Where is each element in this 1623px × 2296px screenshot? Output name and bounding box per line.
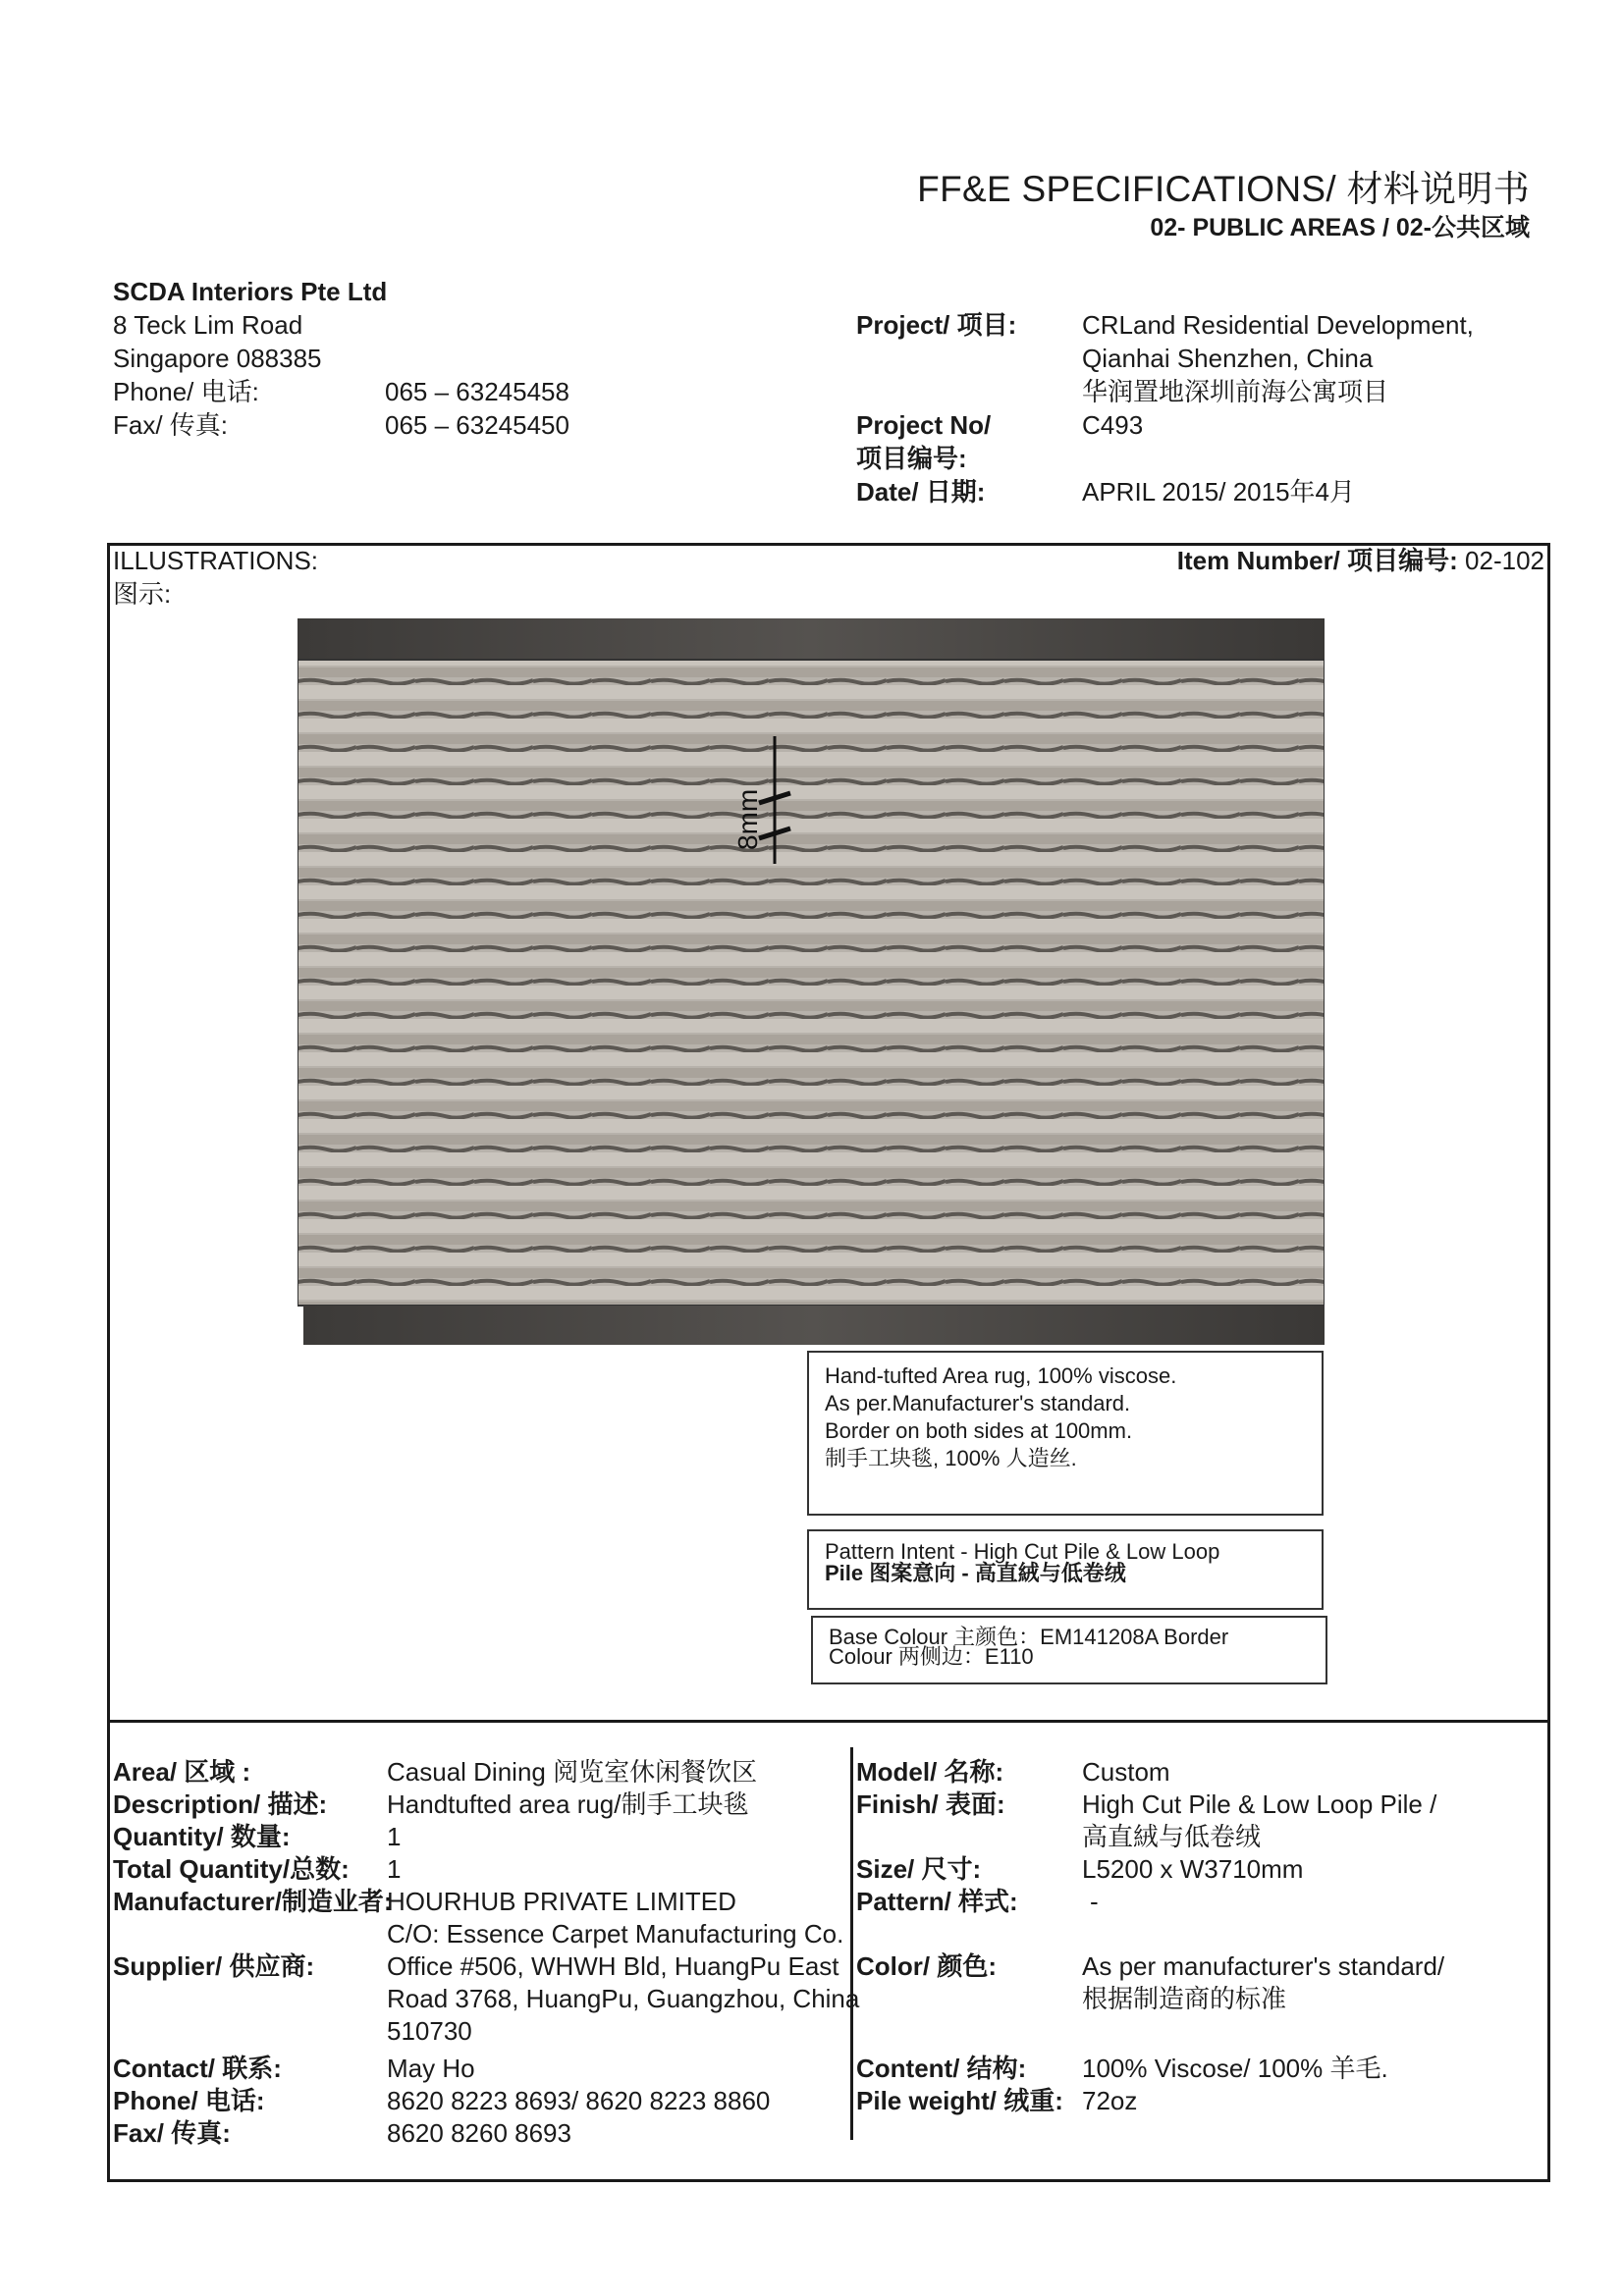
model-value: Custom: [1082, 1757, 1170, 1787]
size-value: L5200 x W3710mm: [1082, 1854, 1304, 1884]
color-value-2: 根据制造商的标准: [1082, 1984, 1287, 2013]
note-line: Hand-tufted Area rug, 100% viscose.: [825, 1363, 1177, 1388]
illustrations-label: ILLUSTRATIONS:: [113, 546, 319, 575]
rug-illustration: [298, 618, 1325, 1345]
company-address-1: 8 Teck Lim Road: [113, 310, 303, 340]
supplier-phone-value: 8620 8223 8693/ 8620 8223 8860: [387, 2086, 771, 2115]
illustrations-label-cn: 图示:: [113, 579, 172, 609]
company-fax: 065 – 63245450: [385, 410, 569, 440]
project-line-3: 华润置地深圳前海公寓项目: [1082, 377, 1389, 406]
colour-line-2: Colour 两侧边：E110: [829, 1644, 1034, 1669]
supplier-label: Supplier/ 供应商:: [113, 1951, 315, 1981]
section-divider: [107, 1720, 1550, 1723]
size-label: Size/ 尺寸:: [856, 1854, 982, 1884]
document-title: FF&E SPECIFICATIONS/ 材料说明书: [917, 169, 1530, 209]
contact-value: May Ho: [387, 2054, 475, 2083]
model-label: Model/ 名称:: [856, 1757, 1004, 1787]
pattern-intent-box: [807, 1529, 1324, 1610]
date-value: APRIL 2015/ 2015年4月: [1082, 477, 1355, 507]
company-phone: 065 – 63245458: [385, 377, 569, 406]
area-value: Casual Dining 阅览室休闲餐饮区: [387, 1757, 758, 1787]
finish-value-2: 高直絨与低卷绒: [1082, 1822, 1262, 1851]
pattern-intent-line-2: Pile 图案意向 - 高直絨与低卷绒: [825, 1561, 1126, 1585]
supplier-fax-label: Fax/ 传真:: [113, 2118, 231, 2148]
manufacturer-care-of: C/O: Essence Carpet Manufacturing Co.: [387, 1919, 844, 1949]
project-line-1: CRLand Residential Development,: [1082, 310, 1474, 340]
area-label: Area/ 区域 :: [113, 1757, 251, 1787]
quantity-label: Quantity/ 数量:: [113, 1822, 291, 1851]
supplier-phone-label: Phone/ 电话:: [113, 2086, 265, 2115]
company-fax-label: Fax/ 传真:: [113, 410, 229, 440]
notes-box: [807, 1351, 1324, 1516]
project-no-label: Project No/: [856, 410, 992, 440]
content-label: Content/ 结构:: [856, 2054, 1027, 2083]
supplier-address-3: 510730: [387, 2016, 472, 2046]
note-line: 制手工块毯, 100% 人造丝.: [825, 1446, 1077, 1470]
document-subtitle: 02- PUBLIC AREAS / 02-公共区域: [1150, 214, 1530, 241]
description-value: Handtufted area rug/制手工块毯: [387, 1789, 749, 1819]
project-no: C493: [1082, 410, 1144, 440]
company-phone-label: Phone/ 电话:: [113, 377, 259, 406]
company-address-2: Singapore 088385: [113, 344, 322, 373]
item-number-label: Item Number/ 项目编号:: [1176, 546, 1458, 575]
dimension-label: 8mm: [732, 788, 763, 850]
supplier-fax-value: 8620 8260 8693: [387, 2118, 571, 2148]
pile-weight-label: Pile weight/ 绒重:: [856, 2086, 1063, 2115]
total-quantity-label: Total Quantity/总数:: [113, 1854, 350, 1884]
color-value-1: As per manufacturer's standard/: [1082, 1951, 1445, 1981]
supplier-address-1: Office #506, WHWH Bld, HuangPu East: [387, 1951, 839, 1981]
colour-box: [811, 1616, 1327, 1684]
column-divider: [850, 1747, 853, 2140]
quantity-value: 1: [387, 1822, 402, 1851]
total-quantity-value: 1: [387, 1854, 402, 1884]
date-label: Date/ 日期:: [856, 477, 986, 507]
project-label: Project/ 项目:: [856, 310, 1017, 340]
manufacturer-label: Manufacturer/制造业者:: [113, 1887, 393, 1916]
color-label: Color/ 颜色:: [856, 1951, 997, 1981]
item-number: [1177, 544, 1544, 577]
item-number-value: 02-102: [1465, 546, 1544, 575]
pattern-label: Pattern/ 样式:: [856, 1887, 1018, 1916]
project-no-label-cn: 项目编号:: [856, 444, 967, 473]
note-line: As per.Manufacturer's standard.: [825, 1391, 1131, 1415]
contact-label: Contact/ 联系:: [113, 2054, 282, 2083]
pile-weight-value: 72oz: [1082, 2086, 1138, 2115]
project-line-2: Qianhai Shenzhen, China: [1082, 344, 1374, 373]
finish-value-1: High Cut Pile & Low Loop Pile /: [1082, 1789, 1437, 1819]
finish-label: Finish/ 表面:: [856, 1789, 1005, 1819]
supplier-address-2: Road 3768, HuangPu, Guangzhou, China: [387, 1984, 860, 2013]
note-line: Border on both sides at 100mm.: [825, 1418, 1133, 1443]
colour-line-1: Base Colour 主颜色：EM141208A Border: [829, 1625, 1229, 1649]
pattern-intent-line-1: Pattern Intent - High Cut Pile & Low Loop: [825, 1539, 1220, 1564]
manufacturer-value: HOURHUB PRIVATE LIMITED: [387, 1887, 736, 1916]
description-label: Description/ 描述:: [113, 1789, 328, 1819]
pattern-value: -: [1090, 1887, 1099, 1916]
company-name: SCDA Interiors Pte Ltd: [113, 277, 388, 306]
content-value: 100% Viscose/ 100% 羊毛.: [1082, 2054, 1388, 2083]
